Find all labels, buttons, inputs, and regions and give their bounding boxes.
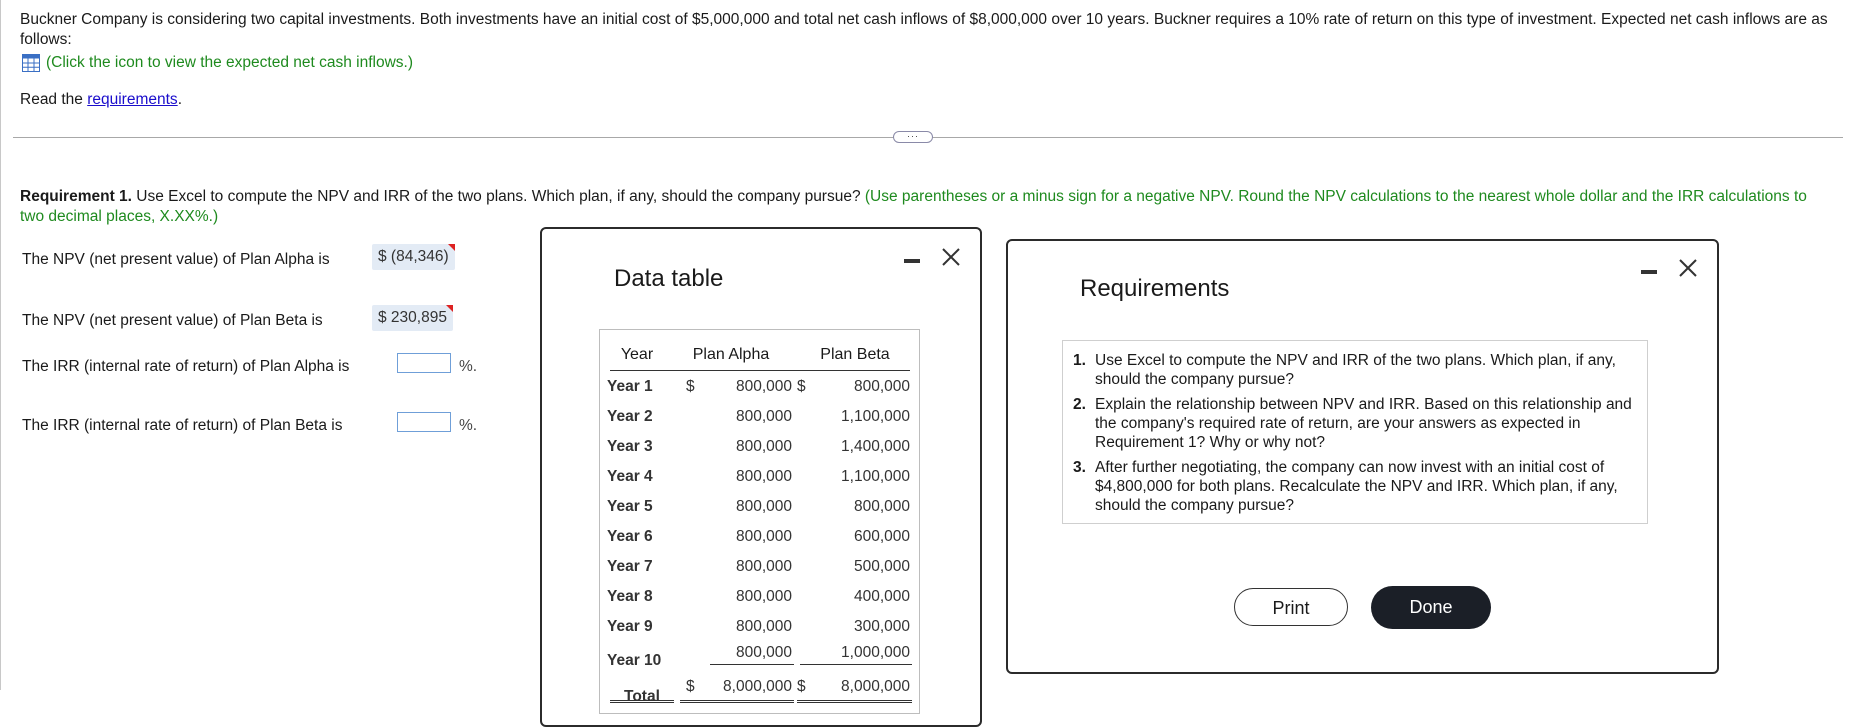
requirement-1-instruction: (Use parentheses or a minus sign for a negative NPV. Round the NPV calculations to the nearest whole dollar and the IRR calculations to two decimal places, X.XX%.) — [20, 188, 1807, 225]
total-double-rule-alpha — [680, 700, 794, 703]
row-beta: 1,400,000 — [841, 438, 910, 455]
header-year: Year — [620, 346, 654, 363]
requirements-title: Requirements — [1080, 275, 1230, 302]
irr-beta-label: The IRR (internal rate of return) of Plan Beta is — [22, 417, 343, 434]
row-beta: 400,000 — [853, 588, 910, 605]
requirement-text: Explain the relationship between NPV and IRR. Based on this relationship and the company's required rate of return, are your answers as expected in Requirement 1? Why or why not? — [1095, 396, 1632, 451]
row-year: Year 7 — [607, 558, 653, 575]
total-double-rule-year — [610, 700, 674, 703]
requirement-item — [1073, 395, 1633, 452]
requirements-link[interactable]: requirements — [87, 91, 178, 108]
irr-beta-unit: %. — [459, 417, 478, 434]
cash-inflows-table — [599, 329, 920, 714]
row-alpha: 800,000 — [735, 408, 792, 425]
irr-alpha-label: The IRR (internal rate of return) of Plan Alpha is — [22, 358, 350, 375]
subtotal-rule-beta — [800, 664, 912, 665]
left-edge — [0, 0, 1, 690]
row-year: Year 9 — [607, 618, 653, 635]
close-icon[interactable] — [940, 246, 962, 268]
requirement-1-prompt — [20, 187, 1835, 227]
total-alpha: 8,000,000 — [723, 678, 792, 695]
row-alpha: 800,000 — [735, 528, 792, 545]
currency-sign: $ — [797, 678, 806, 695]
row-beta: 1,100,000 — [841, 468, 910, 485]
problem-statement: Buckner Company is considering two capital investments. Both investments have an initial cost of $5,000,000 and total net cash inflows of $8,000,000 over 10 years. Buckner requires a 10% rate of return on this type of investment. Expected net cash inflows are as follows: — [20, 11, 1828, 48]
total-label: Total — [624, 688, 660, 705]
read-prefix: Read the — [20, 91, 88, 108]
row-year: Year 6 — [607, 528, 653, 545]
requirement-text: Use Excel to compute the NPV and IRR of the two plans. Which plan, if any, should the company pursue? — [1095, 352, 1616, 388]
row-beta: 1,000,000 — [841, 644, 910, 661]
npv-beta-label: The NPV (net present value) of Plan Beta is — [22, 312, 323, 329]
requirement-number: 3. — [1073, 459, 1086, 476]
npv-alpha-answer[interactable]: $ (84,346) — [372, 244, 455, 270]
subtotal-rule-alpha — [710, 664, 794, 665]
currency-sign: $ — [686, 678, 695, 695]
irr-alpha-input[interactable] — [397, 353, 451, 373]
row-year: Year 8 — [607, 588, 653, 605]
irr-beta-input[interactable] — [397, 412, 451, 432]
close-icon[interactable] — [1677, 257, 1699, 279]
minimize-icon[interactable] — [904, 259, 920, 263]
row-alpha: 800,000 — [735, 558, 792, 575]
currency-sign: $ — [797, 378, 806, 395]
row-year: Year 2 — [607, 408, 653, 425]
requirement-number: 1. — [1073, 352, 1086, 369]
row-alpha: 800,000 — [735, 498, 792, 515]
row-alpha: 800,000 — [735, 438, 792, 455]
row-alpha: 800,000 — [735, 618, 792, 635]
data-table-hint-text[interactable]: (Click the icon to view the expected net cash inflows.) — [46, 54, 414, 71]
row-beta: 300,000 — [853, 618, 910, 635]
requirements-list — [1062, 340, 1648, 524]
npv-beta-answer[interactable]: $ 230,895 — [372, 305, 453, 331]
row-alpha: 800,000 — [735, 378, 792, 395]
requirement-number: 2. — [1073, 396, 1086, 413]
row-alpha: 800,000 — [735, 588, 792, 605]
currency-sign: $ — [686, 378, 695, 395]
minimize-icon[interactable] — [1641, 270, 1657, 274]
read-requirements — [20, 90, 182, 110]
row-year: Year 10 — [607, 652, 662, 669]
row-beta: 1,100,000 — [841, 408, 910, 425]
row-year: Year 1 — [607, 378, 653, 395]
requirement-item — [1073, 458, 1633, 515]
expand-button[interactable]: ··· — [893, 131, 933, 143]
header-rule — [610, 370, 910, 371]
row-beta: 800,000 — [853, 498, 910, 515]
header-plan-beta: Plan Beta — [820, 346, 890, 363]
row-beta: 600,000 — [853, 528, 910, 545]
table-grid-icon[interactable] — [22, 54, 40, 72]
row-year: Year 5 — [607, 498, 653, 515]
requirement-1-label: Requirement 1. — [20, 188, 132, 205]
row-beta: 800,000 — [853, 378, 910, 395]
requirement-text: After further negotiating, the company can now invest with an initial cost of $4,800,000 for both plans. Recalculate the NPV and IRR. Which plan, if any, should the company pursue? — [1095, 459, 1618, 514]
row-year: Year 3 — [607, 438, 653, 455]
irr-alpha-unit: %. — [459, 358, 478, 375]
data-table-title: Data table — [614, 265, 724, 292]
row-alpha: 800,000 — [735, 644, 792, 661]
row-year: Year 4 — [607, 468, 653, 485]
row-beta: 500,000 — [853, 558, 910, 575]
header-plan-alpha: Plan Alpha — [692, 346, 770, 363]
total-beta: 8,000,000 — [841, 678, 910, 695]
total-double-rule-beta — [797, 700, 912, 703]
data-table-hint[interactable] — [22, 53, 413, 73]
npv-alpha-label: The NPV (net present value) of Plan Alpha is — [22, 251, 330, 268]
read-suffix: . — [177, 91, 182, 108]
print-button[interactable]: Print — [1234, 588, 1348, 626]
done-button[interactable]: Done — [1371, 586, 1491, 629]
row-alpha: 800,000 — [735, 468, 792, 485]
requirement-1-text: Use Excel to compute the NPV and IRR of the two plans. Which plan, if any, should the company pursue? — [131, 188, 865, 205]
requirement-item — [1073, 351, 1633, 389]
